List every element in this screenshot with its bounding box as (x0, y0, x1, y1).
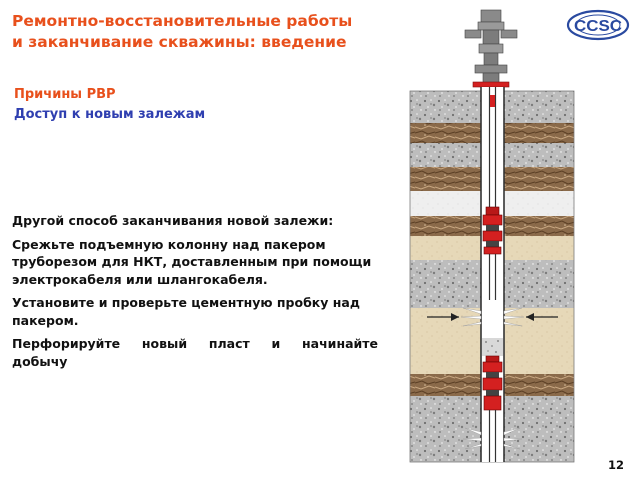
body-paragraph-1: Другой способ заканчивания новой залежи: (12, 213, 334, 228)
reason-item-2: Доступ к новым залежам (14, 107, 206, 122)
body-text (12, 212, 378, 376)
slide-title (12, 11, 372, 53)
body-paragraph-4-line-2: добычу (12, 353, 68, 369)
wellhead (465, 10, 517, 87)
formation-right (504, 91, 574, 462)
reason-item-1: Причины РВР (14, 87, 116, 102)
well-diagram (395, 0, 590, 470)
body-paragraph-2: Срежьте подъемную колонну над пакером труборезом для НКТ, доставленным при помощи электрокабеля или шлангокабеля. (12, 236, 372, 287)
slide-title-line-2: и заканчивание скважины: введение (12, 33, 347, 51)
reasons-list (14, 85, 205, 125)
cement-plug (482, 338, 503, 356)
formation-left (410, 91, 481, 462)
page-number: 12 (608, 458, 625, 472)
logo-text: CCSC (574, 18, 623, 35)
body-paragraph-3: Установите и проверьте цементную пробку над пакером. (12, 295, 360, 328)
wellhead-flange (473, 82, 509, 87)
slide-title-line-1: Ремонтно-восстановительные работы (12, 12, 353, 30)
body-paragraph-4-line-1: Перфорируйте новый пласт и начинайте (12, 336, 378, 351)
packer-lower (483, 356, 502, 410)
